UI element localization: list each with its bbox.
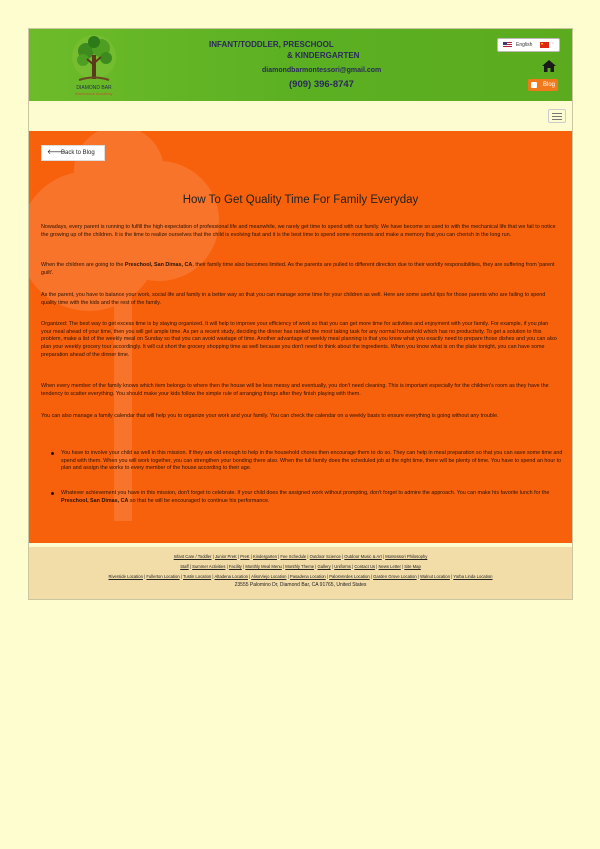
footer-link[interactable]: Outdoor Music & Art bbox=[344, 554, 382, 559]
footer-link[interactable]: Garden Grove Location bbox=[373, 574, 417, 579]
paragraph-2-text-a: When the children are going to the bbox=[41, 262, 125, 268]
paragraph-3: As the parent, you have to balance your work, social life and family in a better way so that you can manage some time for your children as well. Here are some useful tips for those parents who are failing to spend quality time with the kids and the rest of the family. bbox=[41, 292, 546, 306]
footer-link[interactable]: Fee Schedule bbox=[280, 554, 307, 559]
footer-link[interactable]: Walnut Location bbox=[420, 574, 450, 579]
footer-links-row-3 bbox=[29, 574, 572, 579]
header-email[interactable]: diamondbarmontessori@gmail.com bbox=[262, 67, 382, 74]
footer-separator: | bbox=[236, 554, 241, 559]
tree-logo-icon bbox=[59, 33, 129, 85]
paragraph-2-text-b: , their family time also becomes limited. As the parents are pulled to different direction due to their worldly responsibilities, they are suffering from 'parent guilt'. bbox=[41, 262, 555, 276]
footer-link[interactable]: Site Map bbox=[404, 564, 421, 569]
footer-link[interactable]: Riverside Location bbox=[108, 574, 143, 579]
footer-separator: | bbox=[369, 574, 374, 579]
footer-link[interactable]: Tustin Location bbox=[183, 574, 212, 579]
footer-link[interactable]: Uniforms bbox=[334, 564, 351, 569]
preschool-location-bold: Preschool, San Dimas, CA bbox=[124, 262, 193, 268]
footer-separator: | bbox=[306, 554, 310, 559]
footer-separator: | bbox=[449, 574, 454, 579]
footer-link[interactable]: Monthly Meal Menu bbox=[245, 564, 282, 569]
footer-separator: | bbox=[314, 564, 318, 569]
footer-link[interactable]: Pasadena Location bbox=[289, 574, 326, 579]
footer-separator: | bbox=[142, 574, 147, 579]
footer-link[interactable]: Infant Care / Toddler bbox=[173, 554, 212, 559]
dropdown-caret-icon[interactable]: ▫ bbox=[552, 41, 554, 47]
footer-link[interactable]: Contact Us bbox=[354, 564, 376, 569]
paragraph-5: When every member of the family knows which item belongs to where then the house will be less messy and eventually, you don't need cleaning. This is important especially for the children's room as they have the tendency to scatter everything. You should make your kids follow the simple rule of arranging things after they finish playing with them. bbox=[41, 383, 549, 397]
footer-separator: | bbox=[286, 574, 290, 579]
blog-button[interactable] bbox=[528, 79, 558, 91]
footer-separator: | bbox=[381, 554, 386, 559]
list-item-text: You have to involve your child as well in this mission. If they are old enough to help in the household chores then encourage them to do so. They can help in meal preparation so that you can save some time and spend with them. When you will work together, you can strengthen your bonding there also. When the full family does the scheduled job at the right time, there will be plenty of time. You have to spend an hour to plan and assign the works to every member of the house according to their age. bbox=[61, 450, 563, 472]
footer-separator: | bbox=[350, 564, 355, 569]
post-title: How To Get Quality Time For Family Everyday bbox=[182, 194, 419, 206]
footer-separator: | bbox=[340, 554, 345, 559]
list-item-text-b: so that he will be encouraged to continue his performance. bbox=[128, 497, 270, 504]
paragraph-6: You can also manage a family calendar that will help you to organize your work and your family. You can check the calendar on a weekly basis to ensure everything is going without any trouble. bbox=[41, 413, 499, 419]
footer-separator: | bbox=[330, 564, 335, 569]
footer-separator: | bbox=[249, 554, 253, 559]
footer-link[interactable]: PreK bbox=[240, 554, 250, 559]
page-frame bbox=[28, 28, 573, 600]
footer-separator: | bbox=[225, 564, 229, 569]
footer-link[interactable]: Yorba Linda Location bbox=[453, 574, 493, 579]
school-logo[interactable] bbox=[59, 33, 129, 99]
footer-separator: | bbox=[416, 574, 421, 579]
header-title-line1: INFANT/TODDLER, PRESCHOOL bbox=[209, 40, 334, 49]
logo-name: DIAMOND BAR bbox=[76, 85, 112, 91]
footer-link[interactable]: Facility bbox=[228, 564, 242, 569]
footer-separator: | bbox=[400, 564, 405, 569]
footer-separator: | bbox=[281, 564, 286, 569]
paragraph-4: Organized: The best way to get excess time is by staying organized. It will help to improve your efficiency of work so that you can get more time for activities and enjoyment with your family. For example, if you plan your meal ahead of your time, then you will get ample time. As per a recent study, deciding the dinner has ranked the most taking task for any normal household which has no productivity. To get a solution to this problem, make a list of the weekly meal on Sunday so that you can avoid wastage of time. Another advantage of weekly meal planning is that you know what you exactly need to prepare those dishes and you can also plan your weekly grocery tour accordingly. It will cut short the grocery shopping time as well because you don't need to think about the ingredients. When you know what is on the plate tonight, you can have some preparation ahead of the dinner time. bbox=[41, 321, 557, 358]
footer-link[interactable]: Montessori Philosophy bbox=[385, 554, 428, 559]
logo-subtitle: Montessori Academy bbox=[75, 91, 113, 96]
bullet-icon bbox=[51, 452, 54, 455]
footer-link[interactable]: Kindergarten bbox=[253, 554, 277, 559]
footer-separator: | bbox=[276, 554, 281, 559]
blogger-icon bbox=[531, 82, 537, 88]
footer-link[interactable]: Outdoor Science bbox=[309, 554, 341, 559]
language-selector[interactable] bbox=[497, 38, 560, 52]
footer-link[interactable]: Gallery bbox=[317, 564, 331, 569]
footer-separator: | bbox=[241, 564, 246, 569]
site-footer bbox=[29, 543, 572, 599]
home-icon[interactable] bbox=[542, 60, 556, 72]
footer-link[interactable]: Junior PreK bbox=[214, 554, 237, 559]
list-item bbox=[51, 490, 566, 505]
cn-flag-icon[interactable] bbox=[540, 42, 549, 48]
back-to-blog-button[interactable] bbox=[41, 145, 105, 161]
footer-separator: | bbox=[211, 554, 215, 559]
footer-links-row-1 bbox=[29, 554, 572, 559]
footer-link[interactable]: News Letter bbox=[378, 564, 401, 569]
footer-separator: | bbox=[247, 574, 252, 579]
list-item bbox=[51, 450, 566, 473]
nav-bar bbox=[29, 101, 572, 131]
paragraph-1: Nowadays, every parent is running to fulfill the high expectation of professional life and meanwhile, we rarely get time to spend with our family. We have become so used to with the mechanical life that we fail to notice the growing up of the children. It is the time to realize ourselves that the child is evolving fast and it is the best time to spend some moments and make a memory that you can cherish in the long run. bbox=[41, 224, 556, 238]
footer-separator: | bbox=[325, 574, 330, 579]
footer-address: 23555 Palomino Dr, Diamond Bar, CA 91765, United States bbox=[234, 582, 367, 588]
footer-separator: | bbox=[179, 574, 184, 579]
hamburger-menu-icon[interactable] bbox=[548, 109, 566, 123]
header-title-line2: & KINDERGARTEN bbox=[287, 51, 360, 60]
header-phone[interactable]: (909) 396-8747 bbox=[289, 79, 354, 90]
footer-link[interactable]: PalosVerdes Location bbox=[329, 574, 370, 579]
blog-post-area bbox=[29, 131, 572, 543]
footer-link[interactable]: Altadena Location bbox=[214, 574, 248, 579]
footer-separator: | bbox=[211, 574, 215, 579]
language-label: English bbox=[516, 42, 533, 48]
bullet-icon bbox=[51, 492, 54, 495]
footer-link[interactable]: Summer Activities bbox=[192, 564, 226, 569]
list-item-text-a: Whatever achievement you have in this mission, don't forget to celebrate. If your child does the assigned work without prompting, don't forget to admire the approach. You can make his favorite lunch for the bbox=[61, 490, 550, 496]
us-flag-icon bbox=[503, 42, 512, 48]
arrow-left-icon: 🡐 bbox=[47, 149, 66, 156]
footer-separator: | bbox=[188, 564, 193, 569]
footer-link[interactable]: Monthly Theme bbox=[285, 564, 315, 569]
footer-separator: | bbox=[375, 564, 379, 569]
footer-link[interactable]: Staff bbox=[180, 564, 189, 569]
back-to-blog-label: Back to Blog bbox=[61, 150, 95, 156]
blog-button-label: Blog bbox=[542, 82, 555, 88]
footer-link[interactable]: Fullerton Location bbox=[146, 574, 180, 579]
site-header bbox=[29, 29, 572, 101]
paragraph-2 bbox=[41, 262, 559, 277]
footer-link[interactable]: AlisoViejo Location bbox=[251, 574, 287, 579]
preschool-location-bold: Preschool, San Dimas, CA bbox=[61, 497, 129, 504]
footer-links-row-2 bbox=[29, 564, 572, 569]
